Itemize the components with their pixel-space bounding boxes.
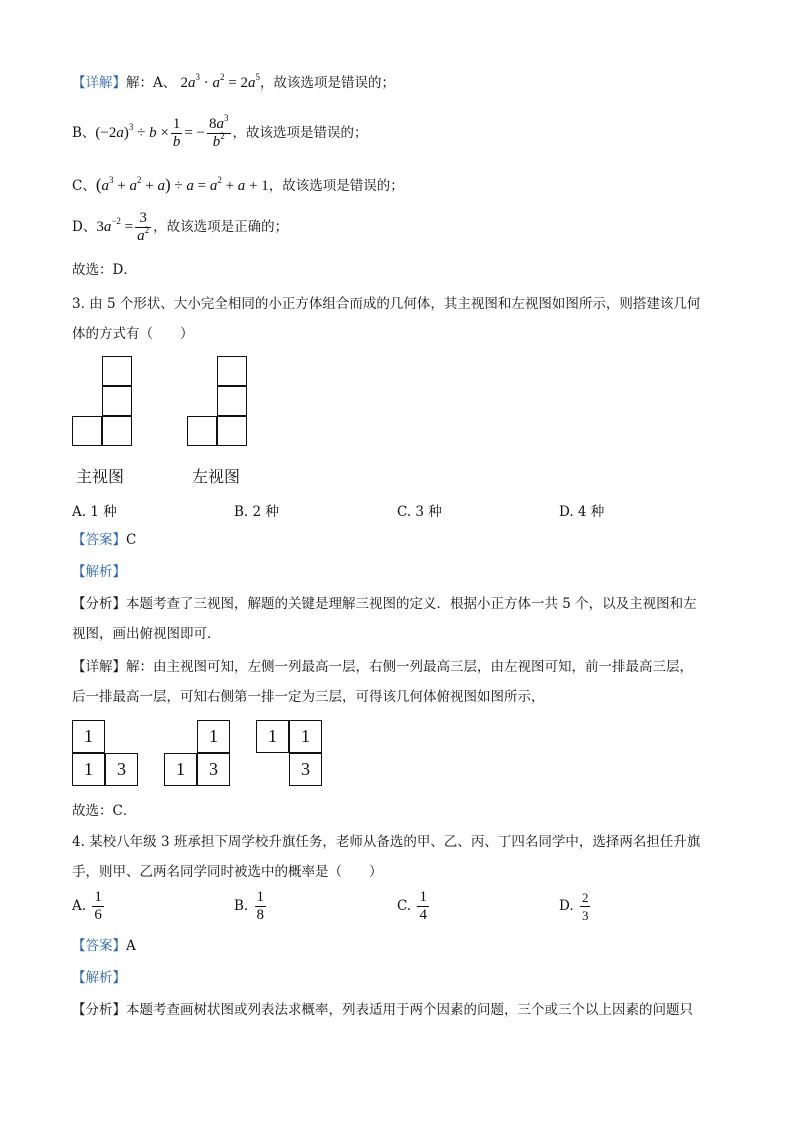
q4-analysis-line1: 【分析】本题考查画树状图或列表法求概率，列表适用于两个因素的问题，三个或三个以上因素的问题只 <box>72 1002 693 1018</box>
analysis-head: 【分析】 <box>72 596 126 612</box>
q2-detail-c: C、$(a^3 + a^2 + a) \div a = a^2 + a + 1$，故该选项是错误的； <box>72 175 404 194</box>
front-view-cell <box>102 386 132 416</box>
top-view-cell: 1 <box>197 720 230 753</box>
q3-answer <box>72 530 136 550</box>
expr-b: $(-2a)^3 \div b$ × $\frac{1}{b}$ = − $\frac{8a^3}{b^2}$ <box>95 113 229 151</box>
q4-answer <box>72 936 136 956</box>
top-view-cell: 3 <box>197 753 230 786</box>
detail-head: 【详解】 <box>72 659 126 675</box>
q3-stem-line2: 体的方式有（ ） <box>72 326 194 342</box>
left-view-cell <box>187 416 217 446</box>
answer-value: C <box>126 532 137 548</box>
q2-detail-b: B、$(-2a)^3 \div b$ × $\frac{1}{b}$ = − $\frac{8a^3}{b^2}$ ，故该选项是错误的； <box>72 113 368 151</box>
q3-option-d: D. 4 种 <box>559 504 605 520</box>
top-view-cell: 1 <box>164 753 197 786</box>
q3-analysis-line2: 视图，画出俯视图即可． <box>72 626 221 642</box>
q4-option-d: D. $\frac{2}{3}$ <box>559 890 589 923</box>
q4-stem-line1: 4. 某校八年级 3 班承担下周学校升旗任务，老师从备选的甲、乙、丙、丁四名同学中，选择两名担任升旗 <box>72 834 701 850</box>
q2-detail-a: 【详解】解：A、 $2a^3 \cdot a^2 = 2a^5$，故该选项是错误的； <box>72 72 396 91</box>
answer-tag: 【答案】 <box>72 938 126 954</box>
top-view-cell: 1 <box>72 720 105 753</box>
q3-option-c: C. 3 种 <box>397 504 442 520</box>
q3-analysis-tag: 【解析】 <box>72 564 126 580</box>
q4-option-b: B. $\frac{1}{8}$ <box>234 889 265 923</box>
q3-analysis-line1: 【分析】本题考查了三视图，解题的关键是理解三视图的定义．根据小正方体一共 5 个，以及主视图和左 <box>72 596 697 612</box>
q3-option-a: A. 1 种 <box>72 504 117 520</box>
q2-detail-d: D、$3a^{-2}$ = $\frac{3}{a^2}$ ，故该选项是正确的； <box>72 210 289 245</box>
detail-tag: 【详解】 <box>72 75 126 91</box>
top-view-cell: 1 <box>72 753 105 786</box>
front-view-cell <box>102 416 132 446</box>
q3-option-b: B. 2 种 <box>234 504 279 520</box>
front-view-cell <box>72 416 102 446</box>
left-view-cell <box>217 386 247 416</box>
q4-analysis-tag: 【解析】 <box>72 970 126 986</box>
q2-answer: 故选：D． <box>72 262 137 278</box>
top-view-cell: 3 <box>289 753 322 786</box>
left-view-cell <box>217 416 247 446</box>
q4-stem-line2: 手，则甲、乙两名同学同时被选中的概率是（ ） <box>72 864 383 880</box>
top-view-cell: 3 <box>105 753 138 786</box>
front-view-label: 主视图 <box>76 467 125 486</box>
q4-option-a: A. $\frac{1}{6}$ <box>72 889 102 923</box>
q3-detail-line1: 【详解】解：由主视图可知，左侧一列最高一层，右侧一列最高三层，由左视图可知，前一排最高三层， <box>72 659 693 675</box>
q3-conclusion: 故选：C． <box>72 803 137 819</box>
q3-detail-line2: 后一排最高一层，可知右侧第一排一定为三层，可得该几何体俯视图如图所示， <box>72 689 545 705</box>
answer-value: A <box>126 938 136 954</box>
top-view-cell: 1 <box>289 720 322 753</box>
analysis-head: 【分析】 <box>72 1002 126 1018</box>
expr-a: $2a^3 \cdot a^2 = 2a^5$ <box>180 72 261 91</box>
left-view-cell <box>217 356 247 386</box>
answer-tag: 【答案】 <box>72 532 126 548</box>
q4-option-c: C. $\frac{1}{4}$ <box>397 889 427 923</box>
expr-d: $3a^{-2}$ = $\frac{3}{a^2}$ <box>96 210 150 245</box>
q3-stem-line1: 3. 由 5 个形状、大小完全相同的小正方体组合而成的几何体，其主视图和左视图如图所示，则搭建该几何 <box>72 296 701 312</box>
left-view-label: 左视图 <box>192 467 241 486</box>
front-view-cell <box>102 356 132 386</box>
expr-c: $(a^3 + a^2 + a) \div a = a^2 + a + 1$ <box>95 175 269 194</box>
top-view-cell: 1 <box>256 720 289 753</box>
